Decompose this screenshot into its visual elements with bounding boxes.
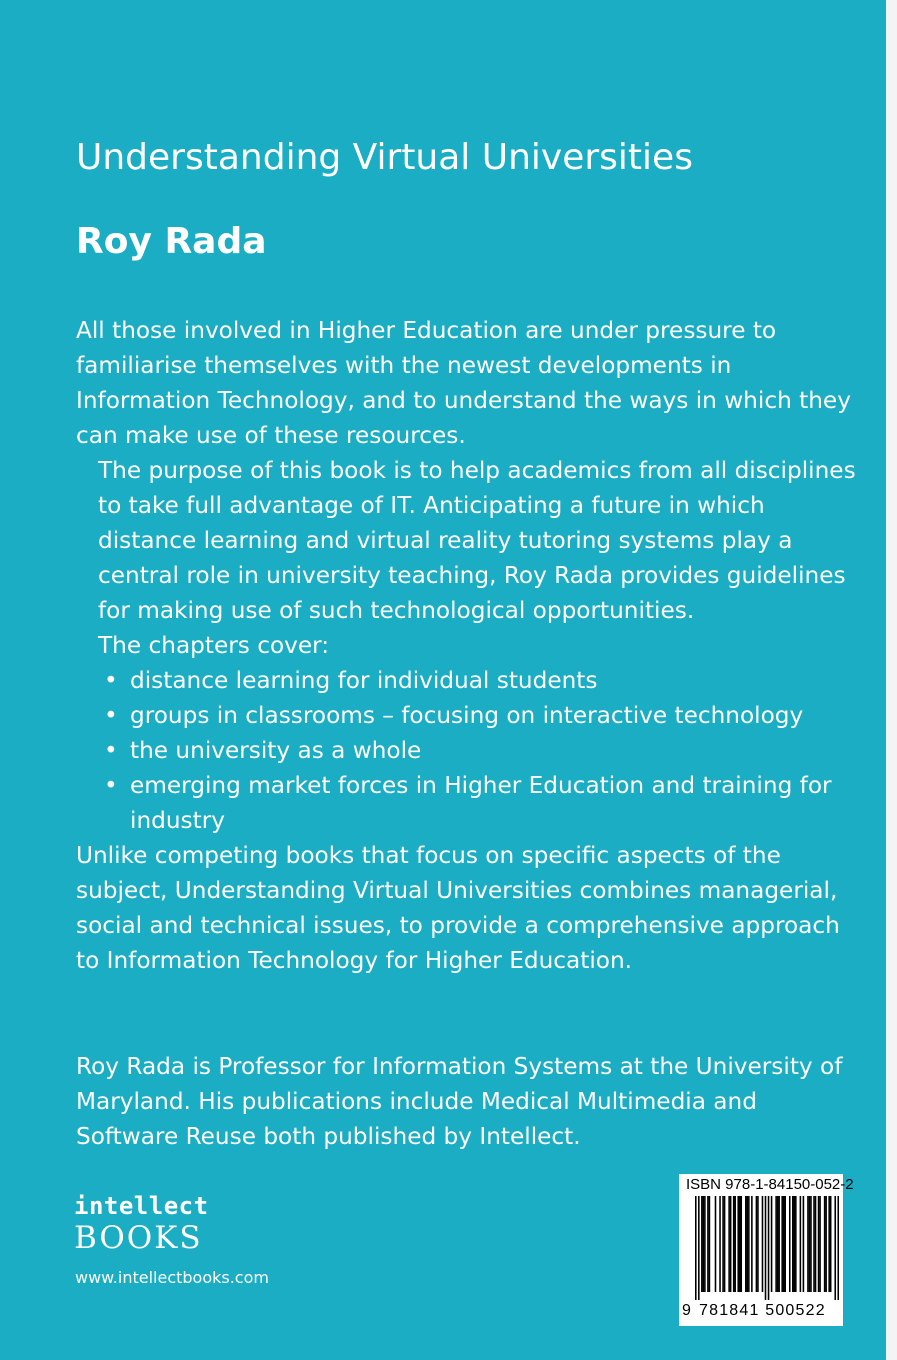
barcode-bar: [745, 1196, 747, 1292]
barcode-bar: [828, 1196, 830, 1292]
barcode-bar: [695, 1196, 697, 1300]
barcode-bar: [792, 1196, 794, 1292]
author-bio: Roy Rada is Professor for Information Systems at the University of Maryland. His publications include Medical Multimedia and Software Reuse both published by Intellect.: [76, 1053, 843, 1150]
barcode-bar: [813, 1196, 815, 1292]
isbn-label: ISBN 978-1-84150-052-2: [686, 1176, 854, 1193]
barcode-bar: [803, 1196, 805, 1292]
barcode-bar: [771, 1196, 773, 1292]
barcode-bar: [834, 1196, 836, 1300]
barcode-bar: [810, 1196, 812, 1292]
barcode-bar: [815, 1196, 817, 1292]
barcode-bar: [757, 1196, 759, 1292]
barcode-bar: [825, 1196, 827, 1292]
barcode-bar: [819, 1196, 821, 1292]
publisher-url: www.intellectbooks.com: [75, 1268, 269, 1287]
barcode-bar: [747, 1196, 749, 1292]
barcode-bar: [722, 1196, 724, 1292]
barcode-bar: [719, 1196, 721, 1292]
barcode-bar: [775, 1196, 777, 1292]
barcode-bar: [739, 1196, 741, 1292]
chapter-bullet: • emerging market forces in Higher Education and training for industry: [104, 768, 866, 838]
barcode-bar: [800, 1196, 802, 1292]
description-paragraph-2: The purpose of this book is to help academics from all disciplines to take full advantage of IT. Anticipating a future in which distance learning and virtual reality tutoring systems play a central role in university teaching, Roy Rada provides guidelines for making use of such technological opportunities.: [98, 457, 856, 624]
page-edge: [886, 0, 897, 1360]
bullet-icon: •: [104, 667, 118, 694]
barcode-bar: [784, 1196, 786, 1292]
chapter-bullet: • the university as a whole: [104, 733, 866, 768]
barcode-bar: [830, 1196, 832, 1292]
barcode-bar: [768, 1196, 770, 1300]
bullet-icon: •: [104, 702, 118, 729]
barcode-bar: [701, 1196, 703, 1292]
barcode-bar: [737, 1196, 739, 1292]
barcode-bar: [703, 1196, 705, 1292]
publisher-name: intellect: [74, 1192, 209, 1220]
barcode-bar: [709, 1196, 711, 1292]
barcode-bar: [783, 1196, 785, 1292]
barcode-bar: [795, 1196, 797, 1292]
barcode-bars: [695, 1196, 839, 1300]
chapter-bullet: • groups in classrooms – focusing on interactive technology: [104, 698, 866, 733]
chapters-intro: The chapters cover:: [98, 632, 330, 659]
barcode-bar: [762, 1196, 764, 1292]
barcode-bar: [715, 1196, 717, 1292]
barcode-bar: [728, 1196, 730, 1292]
barcode-bar: [794, 1196, 796, 1292]
author-name: Roy Rada: [76, 221, 267, 262]
barcode-digits: 781841 500522: [699, 1302, 826, 1319]
barcode-bar: [818, 1196, 820, 1292]
barcode-first-digit: 9: [682, 1302, 691, 1319]
barcode-bar: [781, 1196, 783, 1292]
description-paragraph-1: All those involved in Higher Education are under pressure to familiarise themselves with the newest developments in Information Technology, and to understand the ways in which they can make use of these resources.: [76, 317, 851, 449]
publisher-imprint: BOOKS: [74, 1220, 203, 1256]
barcode-bar: [751, 1196, 753, 1292]
barcode-bar: [707, 1196, 709, 1292]
barcode-bar: [734, 1196, 736, 1292]
barcode-bar: [740, 1196, 742, 1292]
barcode-bar: [837, 1196, 839, 1300]
barcode-bar: [724, 1196, 726, 1292]
barcode-bar: [765, 1196, 767, 1300]
barcode-bar: [824, 1196, 826, 1292]
barcode-bar: [789, 1196, 791, 1292]
book-description: [76, 313, 866, 978]
barcode-bar: [809, 1196, 811, 1292]
book-title: Understanding Virtual Universities: [76, 137, 693, 178]
bullet-icon: •: [104, 737, 118, 764]
isbn-barcode: [679, 1174, 854, 1326]
barcode-bar: [698, 1196, 700, 1300]
barcode-bar: [807, 1196, 809, 1292]
chapters-list: [76, 663, 866, 838]
barcode-bar: [704, 1196, 706, 1292]
barcode-bar: [756, 1196, 758, 1292]
barcode-bar: [733, 1196, 735, 1292]
bullet-icon: •: [104, 772, 118, 799]
description-paragraph-4: Unlike competing books that focus on specific aspects of the subject, Understanding Virtual Universities combines managerial, social and technical issues, to provide a comprehensive approach to Information Technology for Higher Education.: [76, 842, 840, 974]
barcode-bar: [730, 1196, 732, 1292]
barcode-bar: [748, 1196, 750, 1292]
barcode-bar: [777, 1196, 779, 1292]
chapter-bullet: • distance learning for individual students: [104, 663, 866, 698]
publisher-logo: [74, 1192, 209, 1256]
barcode-bar: [778, 1196, 780, 1292]
